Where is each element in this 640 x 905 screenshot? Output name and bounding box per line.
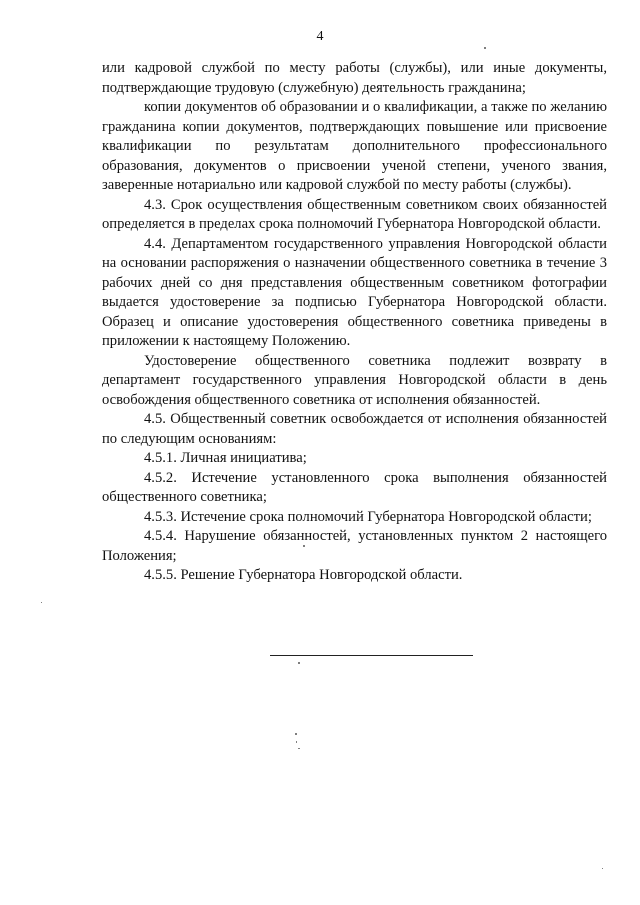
paragraph-4-5-2: 4.5.2. Истечение установленного срока выполнения обязанностей общественного советника; [102, 469, 607, 505]
paragraph-continuation: или кадровой службой по месту работы (службы), или иные документы, подтверждающие трудовую (служебную) деятельность гражданина; [102, 60, 607, 96]
scan-speck [303, 545, 305, 547]
scan-speck [298, 748, 300, 749]
scan-speck [295, 733, 297, 735]
document-body [102, 59, 607, 586]
scan-speck [484, 47, 486, 49]
scan-speck [296, 741, 297, 743]
scan-speck [602, 868, 603, 869]
paragraph-4-5-4: 4.5.4. Нарушение обязанностей, установленных пунктом 2 настоящего Положения; [102, 528, 607, 564]
paragraph-4-3: 4.3. Срок осуществления общественным советником своих обязанностей определяется в пределах срока полномочий Губернатора Новгородской области. [102, 196, 607, 232]
paragraph-certificate-return: Удостоверение общественного советника подлежит возврату в департамент государственного управления Новгородской области в день освобождения общественного советника от исполнения обязанностей. [102, 352, 607, 408]
paragraph-4-5-3: 4.5.3. Истечение срока полномочий Губернатора Новгородской области; [144, 508, 592, 525]
page-number: 4 [316, 29, 324, 44]
paragraph-4-4: 4.4. Департаментом государственного управления Новгородской области на основании распоряжения о назначении общественного советника в течение 3 рабочих дней со дня представления общественным советником фотографии выдается удостоверение за подписью Губернатора Новгородской области. Образец и описание удостоверения общественного советника приведены в приложении к настоящему Положению. [102, 235, 607, 349]
scan-speck [41, 602, 42, 603]
paragraph-4-5-5: 4.5.5. Решение Губернатора Новгородской области. [144, 567, 463, 583]
paragraph-4-5: 4.5. Общественный советник освобождается от исполнения обязанностей по следующим основаниям: [102, 411, 607, 447]
scan-speck [298, 662, 300, 664]
paragraph-4-5-1: 4.5.1. Личная инициатива; [144, 450, 307, 466]
paragraph-education-copies: копии документов об образовании и о квалификации, а также по желанию гражданина копии документов, подтверждающих повышение или присвоение квалификации по результатам дополнительного профессионального образования, документов о присвоении ученой степени, ученого звания, заверенные нотариально или кадровой службой по месту работы (службы). [102, 99, 607, 193]
closing-divider [270, 655, 473, 656]
